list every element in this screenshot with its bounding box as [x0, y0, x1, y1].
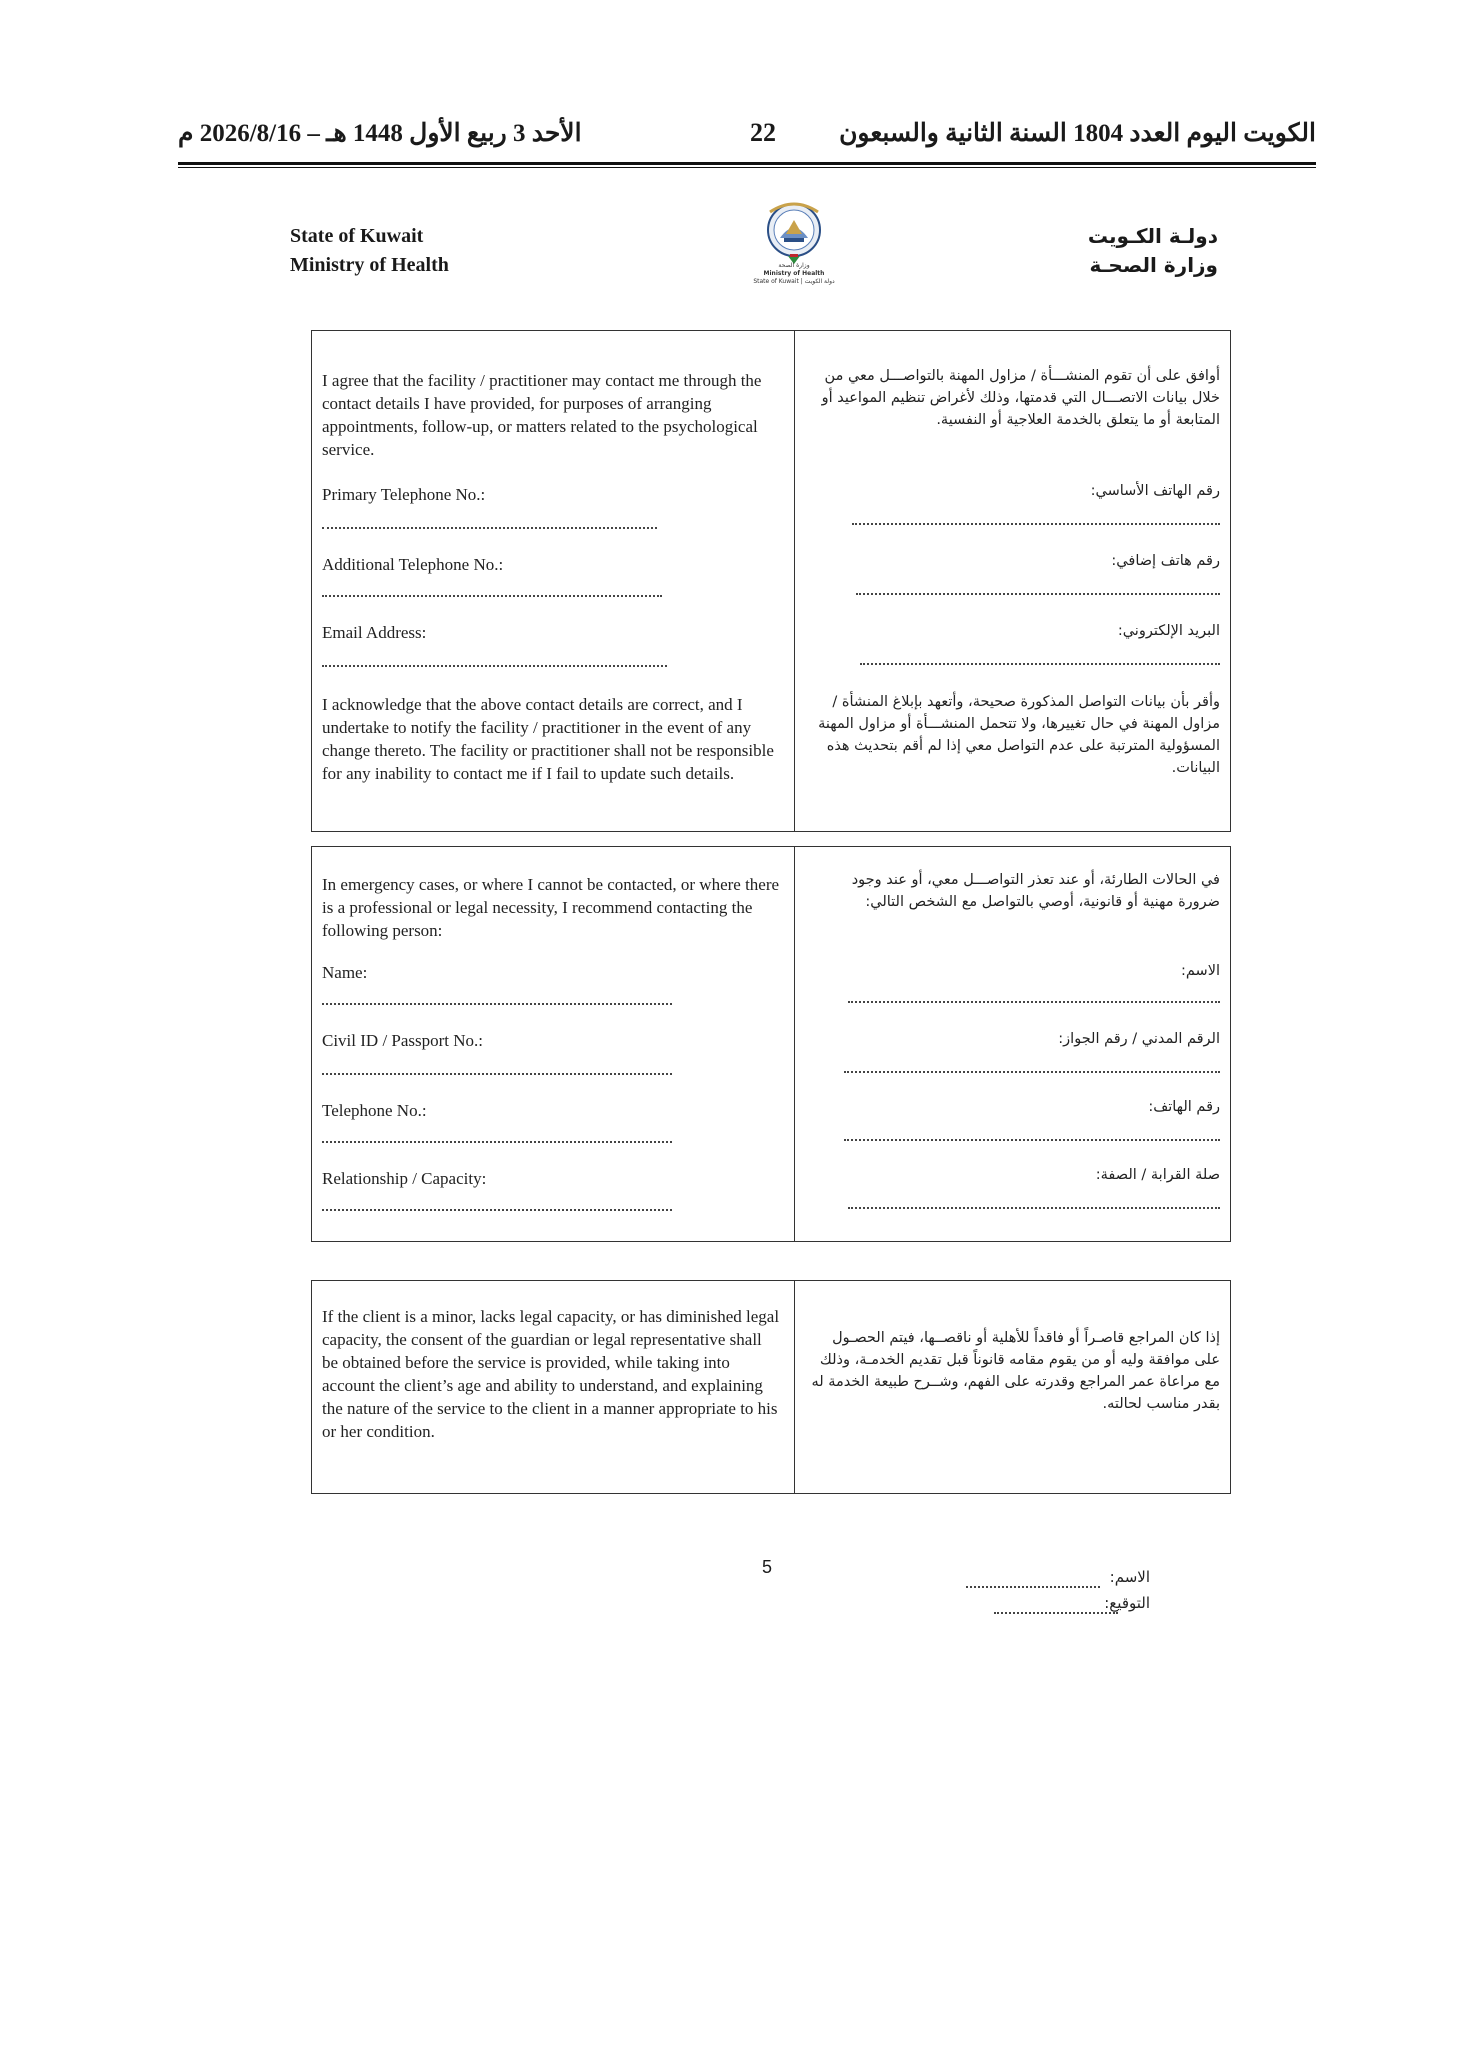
relationship-field[interactable] [322, 1209, 672, 1211]
additional-phone-label-ar: رقم هاتف إضافي: [1111, 553, 1220, 569]
emergency-name-label: Name: [322, 963, 368, 982]
email-field[interactable] [322, 665, 667, 667]
column-divider [794, 847, 795, 1241]
contact-consent-en: I agree that the facility / practitioner may contact me through the contact details I have provided, for purposes of arranging appointments, follow-up, or matters related to the psychological service. [322, 371, 762, 459]
email-field-ar[interactable] [860, 663, 1220, 665]
emblem-caption-ar: وزارة الصحة [778, 262, 810, 269]
additional-phone-label: Additional Telephone No.: [322, 555, 504, 574]
gazette-page-number: 22 [750, 118, 776, 147]
letterhead-state-ar: دولـة الكـويت [1087, 224, 1218, 248]
emergency-name-field-ar[interactable] [848, 1001, 1220, 1003]
letterhead-arabic [1088, 222, 1218, 280]
email-label: Email Address: [322, 623, 427, 642]
gazette-publication: الكويت اليوم العدد 1804 السنة الثانية والسبعون [839, 120, 1316, 147]
emergency-intro-en: In emergency cases, or where I cannot be contacted, or where there is a professional or legal necessity, I recommend contacting the following person: [322, 875, 780, 940]
primary-phone-field-ar[interactable] [852, 523, 1220, 525]
primary-phone-field[interactable] [322, 527, 657, 529]
contact-consent-ar: أوافق على أن تقوم المنشـــأة / مزاول المهنة بالتواصـــل معي من خلال بيانات الاتصـــال التي قدمتها، وذلك لأغراض تنظيم المواعيد أو المتابعة أو ما يتعلق بالخدمة العلاجية أو النفسية. [821, 368, 1220, 428]
additional-phone-field-ar[interactable] [856, 593, 1220, 595]
emergency-phone-field[interactable] [322, 1141, 672, 1143]
primary-phone-label-ar: رقم الهاتف الأساسي: [1090, 483, 1220, 499]
guardian-consent-en: If the client is a minor, lacks legal capacity, or has diminished legal capacity, the consent of the guardian or legal representative shall be obtained before the service is provided, while taking into account the client’s age and ability to understand, and explaining the nature of the service to the client in a manner appropriate to his or her condition. [322, 1307, 780, 1441]
signature-field[interactable] [994, 1612, 1118, 1614]
signature-name-field[interactable] [966, 1586, 1100, 1588]
emergency-phone-label: Telephone No.: [322, 1101, 427, 1120]
additional-phone-field[interactable] [322, 595, 662, 597]
letterhead-state: State of Kuwait [290, 225, 424, 247]
letterhead-ministry: Ministry of Health [290, 254, 449, 276]
gazette-header [178, 118, 1316, 160]
column-divider [794, 331, 795, 831]
form-page-number: 5 [762, 1557, 773, 1577]
email-label-ar: البريد الإلكتروني: [1117, 623, 1220, 639]
hijri-date: الأحد 3 ربيع الأول 1448 هـ – [307, 120, 582, 147]
primary-phone-label: Primary Telephone No.: [322, 485, 486, 504]
guardian-consent-box [311, 1280, 1231, 1494]
emblem-caption-en: Ministry of Health [763, 270, 825, 277]
signature-label: التوقيع: [1104, 1594, 1150, 1612]
acknowledgement-ar: وأقر بأن بيانات التواصل المذكورة صحيحة، وأتعهد بإبلاغ المنشأة / مزاول المهنة في حال تغييرها، ولا تتحمل المنشـــأة أو مزاول المهنة المسؤولية المترتبة على عدم التواصل معي إذا لم أقم بتحديث هذه البيانات. [818, 694, 1220, 776]
guardian-consent-ar: إذا كان المراجع قاصـراً أو فاقداً للأهلية أو ناقصــها، فيتم الحصـول على موافقة وليه أو من يقوم مقامه قانوناً قبل تقديم الخدمـة، وذلك مع مراعاة عمر المراجع وقدرته على الفهم، وشــرح طبيعة الخدمة له بقدر مناسب لحالته. [811, 1330, 1220, 1412]
emblem-caption [735, 262, 853, 286]
emergency-name-label-ar: الاسم: [1181, 963, 1220, 979]
civil-id-field[interactable] [322, 1073, 672, 1075]
gazette-date [178, 118, 582, 148]
header-rule-thick [178, 162, 1316, 165]
emergency-name-field[interactable] [322, 1003, 672, 1005]
contact-consent-box [311, 330, 1231, 832]
civil-id-label-ar: الرقم المدني / رقم الجواز: [1058, 1031, 1220, 1047]
gregorian-date: 2026/8/16 م [178, 120, 302, 147]
letterhead-ministry-ar: وزارة الصحـة [1089, 253, 1218, 277]
relationship-label-ar: صلة القرابة / الصفة: [1095, 1167, 1220, 1183]
emergency-intro-ar: في الحالات الطارئة، أو عند تعذر التواصـــل معي، أو عند وجود ضرورة مهنية أو قانونية، أوصي بالتواصل مع الشخص التالي: [851, 872, 1220, 910]
emergency-contact-box [311, 846, 1231, 1242]
acknowledgement-en: I acknowledge that the above contact details are correct, and I undertake to notify the facility / practitioner in the event of any change thereto. The facility or practitioner shall not be responsible for any inability to contact me if I fail to update such details. [322, 695, 774, 783]
emblem-caption-sub: State of Kuwait | دولة الكويت [753, 278, 835, 285]
relationship-label: Relationship / Capacity: [322, 1169, 487, 1188]
civil-id-label: Civil ID / Passport No.: [322, 1031, 484, 1050]
signature-name-label: الاسم: [1109, 1568, 1150, 1586]
emergency-phone-field-ar[interactable] [844, 1139, 1220, 1141]
emergency-phone-label-ar: رقم الهاتف: [1148, 1099, 1220, 1115]
civil-id-field-ar[interactable] [844, 1071, 1220, 1073]
letterhead-english [290, 222, 449, 280]
column-divider [794, 1281, 795, 1493]
header-rule-thin [178, 167, 1316, 168]
relationship-field-ar[interactable] [848, 1207, 1220, 1209]
